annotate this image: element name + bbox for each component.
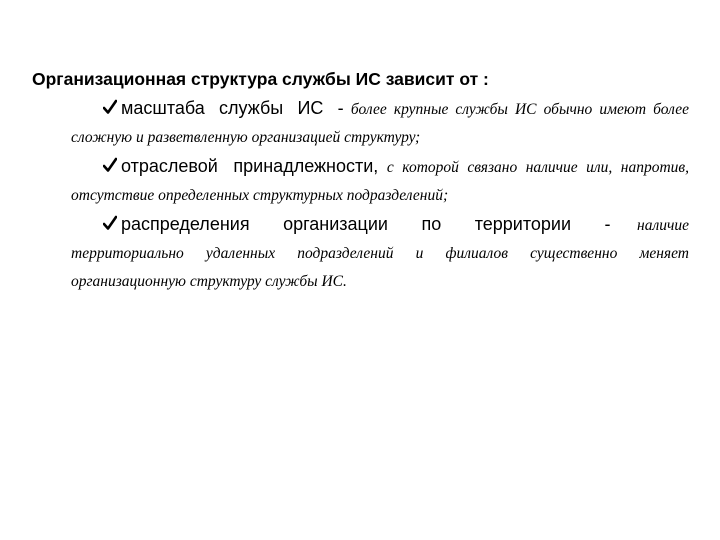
list-item	[71, 94, 689, 152]
item-description: с которой связано наличие или, напротив, отсутствие определенных структурных подразделений;	[71, 159, 690, 204]
item-description: более крупные службы ИС обычно имеют более сложную и разветвленную организацией структуру;	[71, 101, 689, 146]
list-item	[71, 152, 689, 210]
checkmark-icon	[103, 99, 117, 115]
checkmark-icon	[103, 157, 117, 173]
slide-heading: Организационная структура службы ИС зависит от :	[32, 69, 489, 89]
item-lead: масштаба службы ИС -	[121, 98, 344, 118]
list-item	[71, 210, 689, 296]
checkmark-icon	[103, 215, 117, 231]
item-description: наличие территориально удаленных подразделений и филиалов существенно меняет организационную структуру службы ИС.	[71, 217, 689, 290]
bullet-list	[71, 94, 689, 296]
item-lead: отраслевой принадлежности,	[121, 156, 379, 176]
item-lead: распределения организации по территории -	[121, 214, 611, 234]
